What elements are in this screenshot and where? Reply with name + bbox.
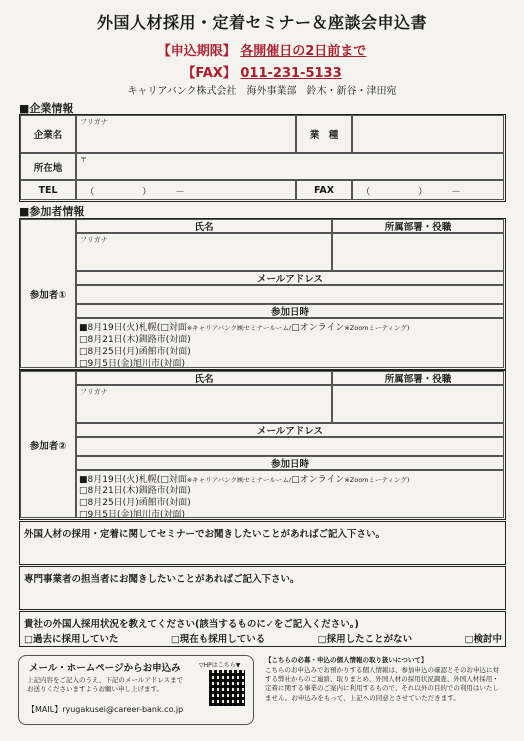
question-2-text: 専門事業者の担当者にお聞きしたいことがあればご記入下さい。 (24, 574, 300, 585)
session-note: ※キャリアバンク㈱セミナールーム/ (186, 476, 292, 484)
online-apply-body (27, 676, 183, 694)
address-label: 所在地 (20, 153, 76, 180)
online-option[interactable]: □オンライン (291, 475, 345, 485)
email-header: メールアドレス (76, 423, 504, 437)
page-title: 外国人材採用・定着セミナー＆座談会申込書 (96, 13, 427, 32)
participant-2-name-field[interactable] (76, 385, 332, 423)
industry-field[interactable] (352, 115, 504, 153)
name-header: 氏名 (76, 371, 332, 385)
deadline-line (0, 40, 524, 59)
participant-2-label: 参加者② (20, 371, 76, 518)
question-1-box[interactable] (19, 521, 506, 565)
option-past[interactable]: □過去に採用していた (24, 634, 119, 645)
tel-label: TEL (20, 180, 76, 200)
question-3-text: 貴社の外国人採用状況を教えてください(該当するものに✓をご記入ください。) (24, 619, 359, 630)
session-option[interactable]: □8月25日(月)函館市(対面) (79, 498, 191, 508)
privacy-body: こちらのお申込みでお預かりする個人情報は、参加申込の確認とそのお申込に対する弊社からのご連絡、取りまとめ、外国人材の採用状況調査、外国人材採用・定着に関する事業のご案内に利用するもので、それ以外の目的での利用はいたしません。お申込みをもって、上記への同意とさせていただきます。 (265, 666, 499, 702)
furigana-label: フリガナ (80, 118, 108, 126)
online-option[interactable]: □オンライン (291, 323, 345, 333)
name-header: 氏名 (76, 219, 332, 233)
dept-header: 所属部署・役職 (332, 371, 504, 385)
date-header: 参加日時 (76, 304, 504, 318)
body-line: 上記内容をご記入のうえ、下記のメールアドレスまで (27, 676, 184, 684)
mail-address[interactable]: 【MAIL】ryugakusei@career-bank.co.jp (27, 705, 184, 714)
dept-header: 所属部署・役職 (332, 219, 504, 233)
qr-code-icon[interactable] (209, 670, 245, 706)
fax-number: 011-231-5133 (240, 66, 342, 81)
organization: キャリアバンク株式会社 海外事業部 鈴木・新谷・津田宛 (127, 86, 397, 97)
session-option[interactable]: □9月5日(金)旭川市(対面) (79, 359, 186, 369)
participant-2-dept-field[interactable] (332, 385, 504, 423)
date-header: 参加日時 (76, 456, 504, 470)
session-text: ■8月19日(火)札幌(□対面 (79, 475, 187, 485)
session-text: ■8月19日(火)札幌(□対面 (79, 323, 187, 333)
session-note: ※キャリアバンク㈱セミナールーム/ (186, 324, 292, 332)
participants-section-title: ■参加者情報 (19, 205, 85, 218)
furigana-label: フリガナ (80, 236, 108, 244)
session-option[interactable]: □8月21日(木)釧路市(対面) (79, 335, 191, 345)
address-field[interactable] (76, 153, 504, 180)
deadline-text: 各開催日の2日前まで (240, 44, 367, 59)
fax-prefix: 【FAX】 (182, 66, 236, 81)
session-option[interactable]: □8月25日(月)函館市(対面) (79, 347, 191, 357)
deadline-prefix: 【申込期限】 (157, 44, 236, 59)
participant-1-table (19, 218, 506, 370)
hiring-options (24, 631, 502, 645)
fax-line (0, 62, 524, 81)
participant-1-dept-field[interactable] (332, 233, 504, 271)
participant-1-label: 参加者① (20, 219, 76, 368)
email-header: メールアドレス (76, 271, 504, 285)
tel-field[interactable]: （ ） － (76, 180, 296, 200)
company-table (19, 114, 506, 202)
session-option[interactable]: □8月21日(木)釧路市(対面) (79, 486, 191, 496)
privacy-title: 【こちらの必募・申込の個人情報の取り扱いについて】 (265, 656, 428, 664)
option-current[interactable]: □現在も採用している (170, 634, 266, 645)
body-line: お送りくださいますようお願い申し上げます。 (27, 685, 163, 693)
participant-2-table (19, 370, 506, 520)
question-3-box (19, 611, 506, 647)
option-never[interactable]: □採用したことがない (317, 634, 413, 645)
privacy-notice (265, 655, 503, 725)
participant-2-sessions (76, 470, 504, 518)
company-name-label: 企業名 (20, 115, 76, 153)
online-apply-box (18, 655, 254, 725)
question-2-box[interactable] (19, 566, 506, 610)
session-note2: ※Zoomミーティング) (344, 324, 410, 332)
participant-1-name-field[interactable] (76, 233, 332, 271)
fax-label: FAX (296, 180, 352, 200)
question-1-text: 外国人材の採用・定着に関してセミナーでお聞きしたいことがあればご記入下さい。 (24, 529, 386, 540)
option-considering[interactable]: □検討中 (464, 634, 502, 645)
participant-1-sessions (76, 318, 504, 368)
industry-label: 業 種 (296, 115, 352, 153)
company-name-field[interactable] (76, 115, 296, 153)
company-section-title: ■企業情報 (19, 102, 74, 115)
session-option[interactable]: □9月5日(金)旭川市(対面) (79, 510, 186, 520)
hp-label: ▽HPはこちら▼ (199, 662, 241, 669)
online-apply-title: メール・ホームページからお申込み (29, 663, 181, 674)
participant-1-email-field[interactable] (76, 285, 504, 304)
fax-field[interactable]: （ ） － (352, 180, 504, 200)
furigana-label: フリガナ (80, 388, 108, 396)
postal-mark: 〒 (80, 156, 87, 164)
participant-2-email-field[interactable] (76, 437, 504, 456)
session-note2: ※Zoomミーティング) (344, 476, 410, 484)
